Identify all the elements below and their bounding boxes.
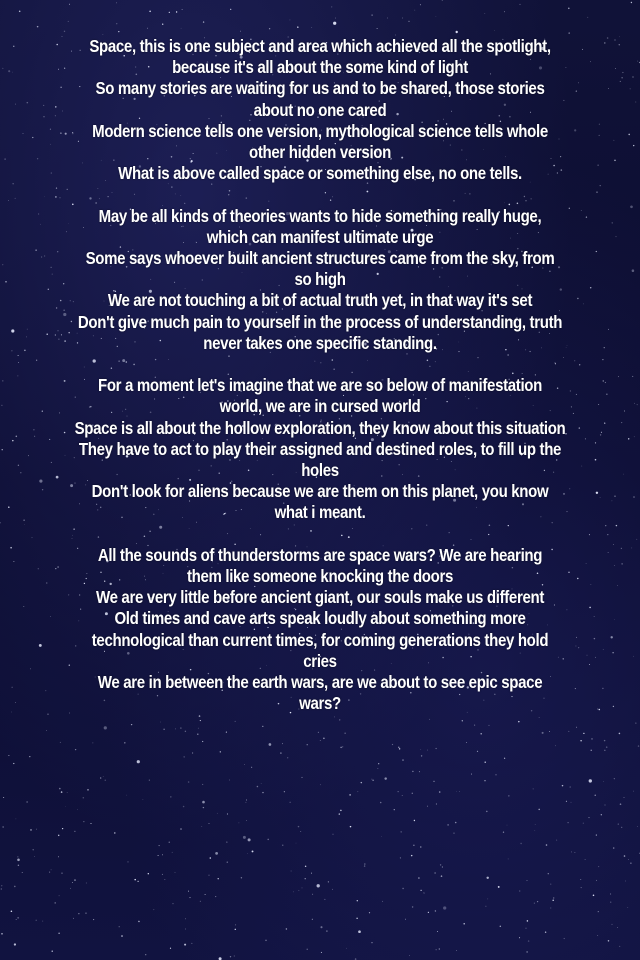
poem-line: What is above called space or something else, no one tells.	[118, 163, 522, 184]
poem-line: All the sounds of thunderstorms are space wars? We are hearing	[97, 544, 543, 565]
poem-line: They have to act to play their assigned and destined roles, to fill up the	[78, 438, 562, 459]
poem-line: Don't look for aliens because we are them on this planet, you know	[91, 481, 549, 502]
poem-line: what i meant.	[274, 502, 366, 523]
poem-stanza-3	[45, 375, 595, 523]
poem-line: Some says whoever built ancient structures came from the sky, from	[85, 248, 555, 269]
poem-line: Old times and cave arts speak loudly about something more	[114, 608, 526, 629]
poem-stanza-4	[45, 545, 595, 715]
poem-line: Space is all about the hollow exploration, they know about this situation	[74, 417, 566, 438]
poem-line: Don't give much pain to yourself in the process of understanding, truth	[77, 311, 563, 332]
poem-line: world, we are in cursed world	[219, 396, 421, 417]
poem-line: technological than current times, for coming generations they hold	[91, 629, 549, 650]
poem-line: Space, this is one subject and area which achieved all the spotlight,	[89, 36, 551, 56]
poem-line: them like someone knocking the doors	[186, 566, 454, 587]
poem-line: which can manifest ultimate urge	[206, 226, 434, 247]
poem-line: We are very little before ancient giant, our souls make us different	[95, 587, 545, 608]
poem-line: wars?	[299, 693, 341, 714]
poem-line: So many stories are waiting for us and to be shared, those stories	[95, 78, 545, 99]
poem-line: We are not touching a bit of actual truth yet, in that way it's set	[107, 290, 533, 311]
poem-stanza-1	[45, 36, 595, 184]
poem-line: We are in between the earth wars, are we about to see epic space	[97, 672, 543, 693]
poem-line: cries	[303, 650, 337, 671]
poem-line: never takes one specific standing.	[203, 332, 437, 353]
poem-line: holes	[301, 460, 339, 481]
poem-line: because it's all about the some kind of light	[172, 57, 468, 78]
poem-line: Modern science tells one version, mythological science tells whole	[92, 120, 548, 141]
poem-line: other hidden version	[249, 142, 391, 163]
stanza-divider	[45, 524, 595, 545]
poem-line: May be all kinds of theories wants to hide something really huge,	[98, 205, 542, 226]
poem-text	[45, 36, 595, 714]
stanza-divider	[45, 354, 595, 375]
poem-line: so high	[294, 269, 346, 290]
poem-line: For a moment let's imagine that we are so below of manifestation	[97, 375, 543, 396]
stanza-divider	[45, 184, 595, 205]
poem-stanza-2	[45, 206, 595, 354]
poem-line: about no one cared	[253, 99, 387, 120]
